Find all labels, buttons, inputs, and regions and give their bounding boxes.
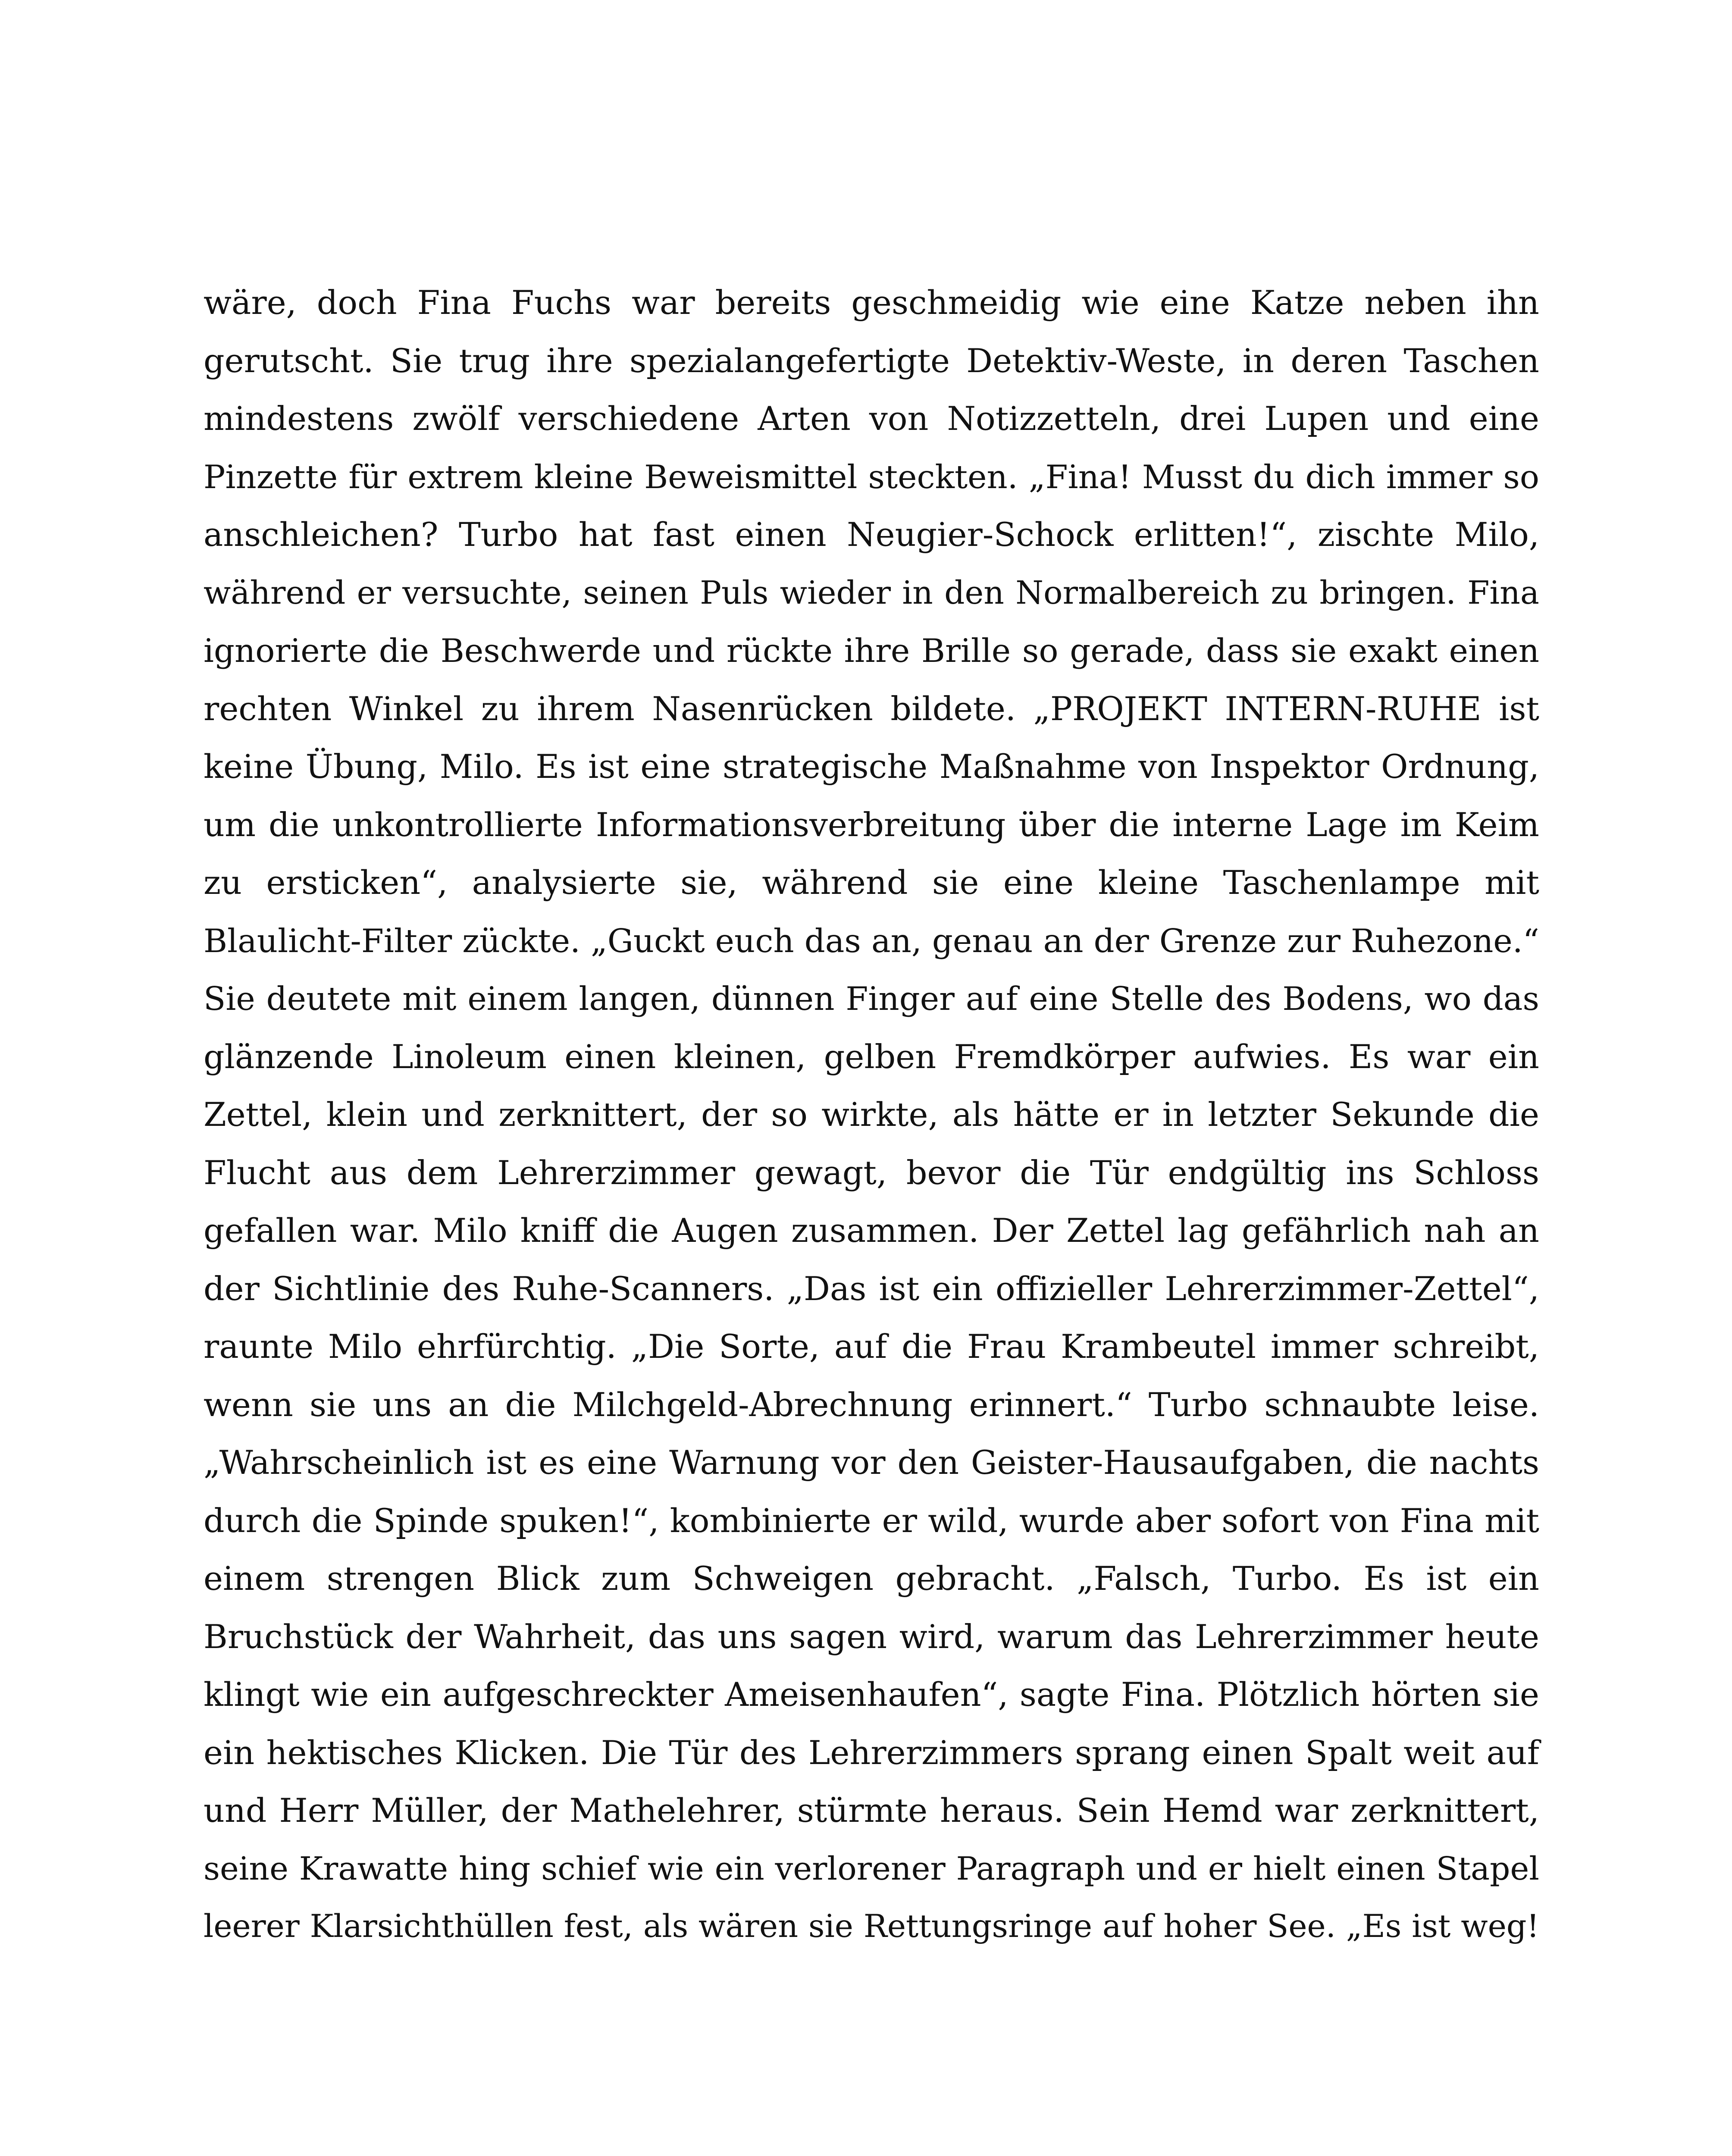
text-line: glänzende Linoleum einen kleinen, gelben Fremdkörper aufwies. Es war ein (204, 1037, 1539, 1076)
text-line: mindestens zwölf verschiedene Arten von Notizzetteln, drei Lupen und eine (204, 399, 1539, 438)
text-line: „Wahrscheinlich ist es eine Warnung vor den Geister-Hausaufgaben, die nachts (204, 1443, 1539, 1482)
text-line: wenn sie uns an die Milchgeld-Abrechnung erinnert.“ Turbo schnaubte leise. (204, 1385, 1539, 1424)
text-line: rechten Winkel zu ihrem Nasenrücken bildete. „PROJEKT INTERN-RUHE ist (204, 689, 1539, 728)
text-line: klingt wie ein aufgeschreckter Ameisenhaufen“, sagte Fina. Plötzlich hörten sie (204, 1675, 1539, 1714)
text-line: zu ersticken“, analysierte sie, während sie eine kleine Taschenlampe mit (204, 863, 1539, 902)
text-line: Sie deutete mit einem langen, dünnen Finger auf eine Stelle des Bodens, wo das (204, 980, 1539, 1018)
text-line: während er versuchte, seinen Puls wieder in den Normalbereich zu bringen. Fina (204, 574, 1539, 611)
text-line: keine Übung, Milo. Es ist eine strategische Maßnahme von Inspektor Ordnung, (204, 747, 1539, 786)
text-line: Pinzette für extrem kleine Beweismittel steckten. „Fina! Musst du dich immer so (204, 458, 1539, 496)
text-line: und Herr Müller, der Mathelehrer, stürmte heraus. Sein Hemd war zerknittert, (204, 1791, 1539, 1830)
text-line: leerer Klarsichthüllen fest, als wären sie Rettungsringe auf hoher See. „Es ist weg! (204, 1908, 1539, 1945)
text-line: Blaulicht-Filter zückte. „Guckt euch das an, genau an der Grenze zur Ruhezone.“ (204, 921, 1539, 960)
body-text (204, 274, 1539, 1956)
text-line: Flucht aus dem Lehrerzimmer gewagt, bevor die Tür endgültig ins Schloss (204, 1153, 1539, 1192)
text-line: der Sichtlinie des Ruhe-Scanners. „Das ist ein offizieller Lehrerzimmer-Zettel“, (204, 1269, 1539, 1308)
text-line: durch die Spinde spuken!“, kombinierte er wild, wurde aber sofort von Fina mit (204, 1501, 1539, 1540)
text-line: gerutscht. Sie trug ihre spezialangefertigte Detektiv-Weste, in deren Taschen (204, 341, 1539, 380)
text-line: einem strengen Blick zum Schweigen gebracht. „Falsch, Turbo. Es ist ein (204, 1559, 1539, 1598)
text-line: seine Krawatte hing schief wie ein verlorener Paragraph und er hielt einen Stapel (204, 1850, 1539, 1887)
text-line: raunte Milo ehrfürchtig. „Die Sorte, auf die Frau Krambeutel immer schreibt, (204, 1327, 1539, 1366)
text-line: Bruchstück der Wahrheit, das uns sagen wird, warum das Lehrerzimmer heute (204, 1617, 1539, 1656)
text-line: gefallen war. Milo kniff die Augen zusammen. Der Zettel lag gefährlich nah an (204, 1211, 1539, 1250)
text-line: um die unkontrollierte Informationsverbreitung über die interne Lage im Keim (204, 805, 1539, 844)
text-line: wäre, doch Fina Fuchs war bereits geschmeidig wie eine Katze neben ihn (204, 283, 1539, 322)
text-line: ignorierte die Beschwerde und rückte ihre Brille so gerade, dass sie exakt einen (204, 632, 1539, 670)
text-line: ein hektisches Klicken. Die Tür des Lehrerzimmers sprang einen Spalt weit auf (204, 1733, 1539, 1772)
text-line: Zettel, klein und zerknittert, der so wirkte, als hätte er in letzter Sekunde die (204, 1095, 1539, 1134)
text-line: anschleichen? Turbo hat fast einen Neugier-Schock erlitten!“, zischte Milo, (204, 515, 1539, 554)
